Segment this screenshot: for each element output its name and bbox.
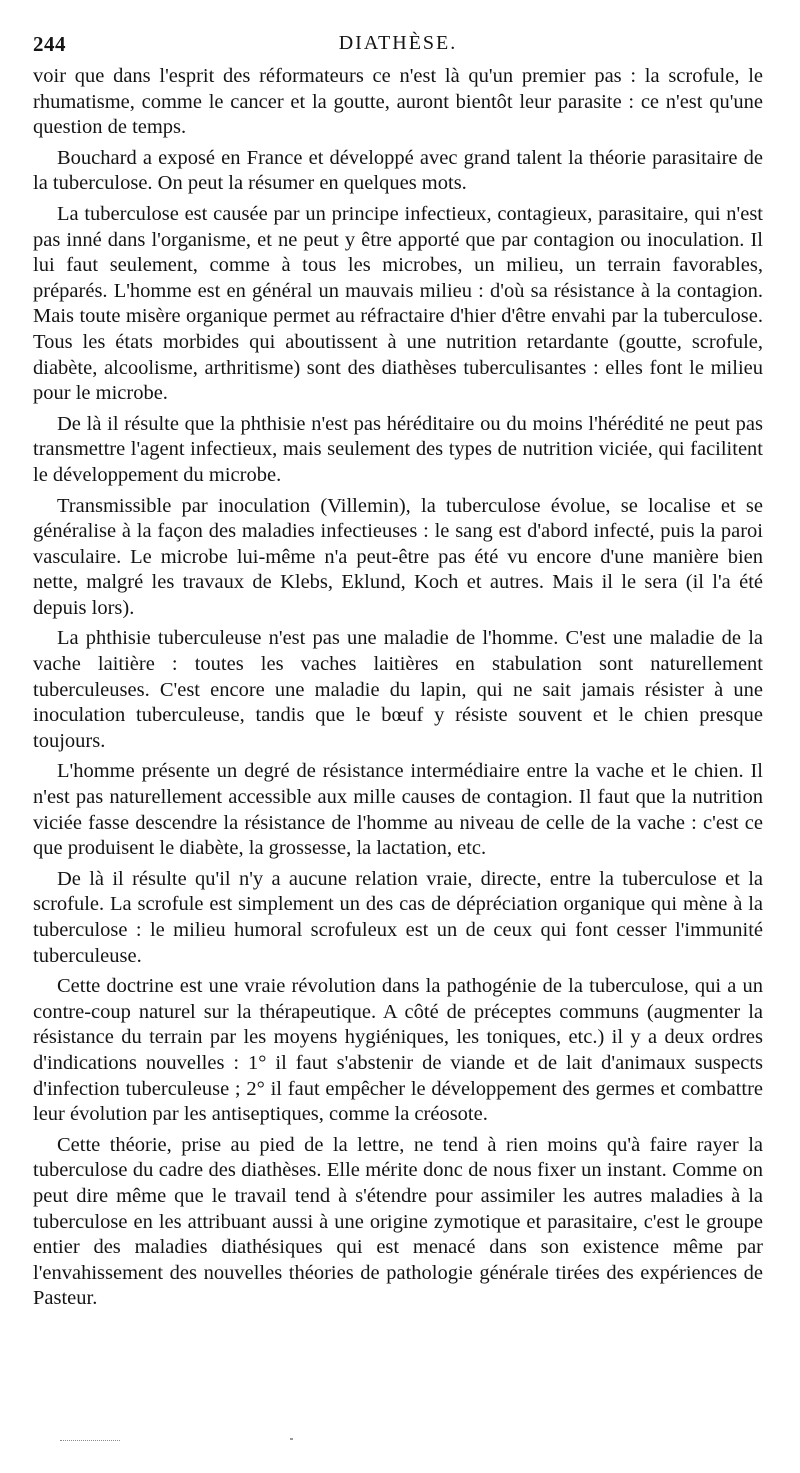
paragraph: La phthisie tuberculeuse n'est pas une maladie de l'homme. C'est une maladie de la vache laitière : toutes les vaches laitières en stabulation sont naturellement tuberculeuses. C'est encore une maladie du lapin, qui ne sait jamais résister à une inoculation tuberculeuse, tandis que le bœuf y résiste souvent et le chien presque toujours. (33, 627, 763, 752)
paragraph: De là il résulte que la phthisie n'est pas héréditaire ou du moins l'hérédité ne peut pas transmettre l'agent infectieux, mais seulement des types de nutrition viciée, qui facilitent le développement du microbe. (33, 412, 763, 486)
paragraph: Bouchard a exposé en France et développé avec grand talent la théorie parasitaire de la tuberculose. On peut la résumer en quelques mots. (33, 146, 763, 195)
paragraph: Transmissible par inoculation (Villemin), la tuberculose évolue, se localise et se généralise à la façon des maladies infectieuses : le sang est d'abord infecté, puis la paroi vasculaire. Le microbe lui-même n'a peut-être pas été vu encore d'une manière bien nette, malgré les travaux de Klebs, Eklund, Koch et autres. Mais il le sera (il l'a été depuis lors). (33, 494, 763, 619)
paragraph: L'homme présente un degré de résistance intermédiaire entre la vache et le chien. Il n'est pas naturellement accessible aux mille causes de contagion. Il faut que la nutrition viciée fasse descendre la résistance de l'homme au niveau de celle de la vache : c'est ce que produisent le diabète, la grossesse, la lactation, etc. (33, 760, 763, 860)
paragraph: De là il résulte qu'il n'y a aucune relation vraie, directe, entre la tuberculose et la scrofule. La scrofule est simplement un des cas de dépréciation organique qui mène à la tuberculose : le milieu humoral scrofuleux est un de ceux qui font cesser l'immunité tuberculeuse. (33, 867, 763, 967)
page-header (33, 32, 763, 56)
footer-dot (290, 1438, 293, 1440)
paragraph: Cette doctrine est une vraie révolution dans la pathogénie de la tuberculose, qui a un contre-coup naturel sur la thérapeutique. A côté de préceptes communs (augmenter la résistance du terrain par les moyens hygiéniques, les toniques, etc.) il y a deux ordres d'indications nouvelles : 1° il faut s'abstenir de viande et de lait d'animaux suspects d'infection tuberculeuse ; 2° il faut empêcher le développement des germes et combattre leur évolution par les antiseptiques, comme la créosote. (33, 975, 763, 1126)
paragraph: voir que dans l'esprit des réformateurs ce n'est là qu'un premier pas : la scrofule, le rhumatisme, comme le cancer et la goutte, auront bientôt leur parasite : ce n'est qu'une question de temps. (33, 65, 763, 139)
paragraph: La tuberculose est causée par un principe infectieux, contagieux, parasitaire, qui n'est pas inné dans l'organisme, et ne peut y être apporté que par contagion ou inoculation. Il lui faut seulement, comme à tous les microbes, un milieu, un terrain favorables, préparés. L'homme est en général un mauvais milieu : d'où sa résistance à la contagion. Mais toute misère organique permet au réfractaire d'hier d'être envahi par la tuberculose. Tous les états morbides qui aboutissent à une nutrition retardante (goutte, scrofule, diabète, alcoolisme, arthritisme) sont des diathèses tuberculisantes : elles font le milieu pour le microbe. (33, 202, 763, 405)
paragraph: Cette théorie, prise au pied de la lettre, ne tend à rien moins qu'à faire rayer la tuberculose du cadre des diathèses. Elle mérite donc de nous fixer un instant. Comme on peut dire même que le travail tend à s'étendre pour assimiler les autres maladies à la tuberculose en les attribuant aussi à une origine zymotique et parasitaire, c'est le groupe entier des maladies diathésiques qui est menacé dans son existence même par l'envahissement des nouvelles théories de pathologie générale tirées des expériences de Pasteur. (33, 1133, 763, 1310)
page-number: 244 (33, 32, 66, 56)
body-text (33, 64, 763, 1317)
footer-rule (60, 1440, 120, 1442)
running-title: DIATHÈSE. (338, 32, 458, 54)
